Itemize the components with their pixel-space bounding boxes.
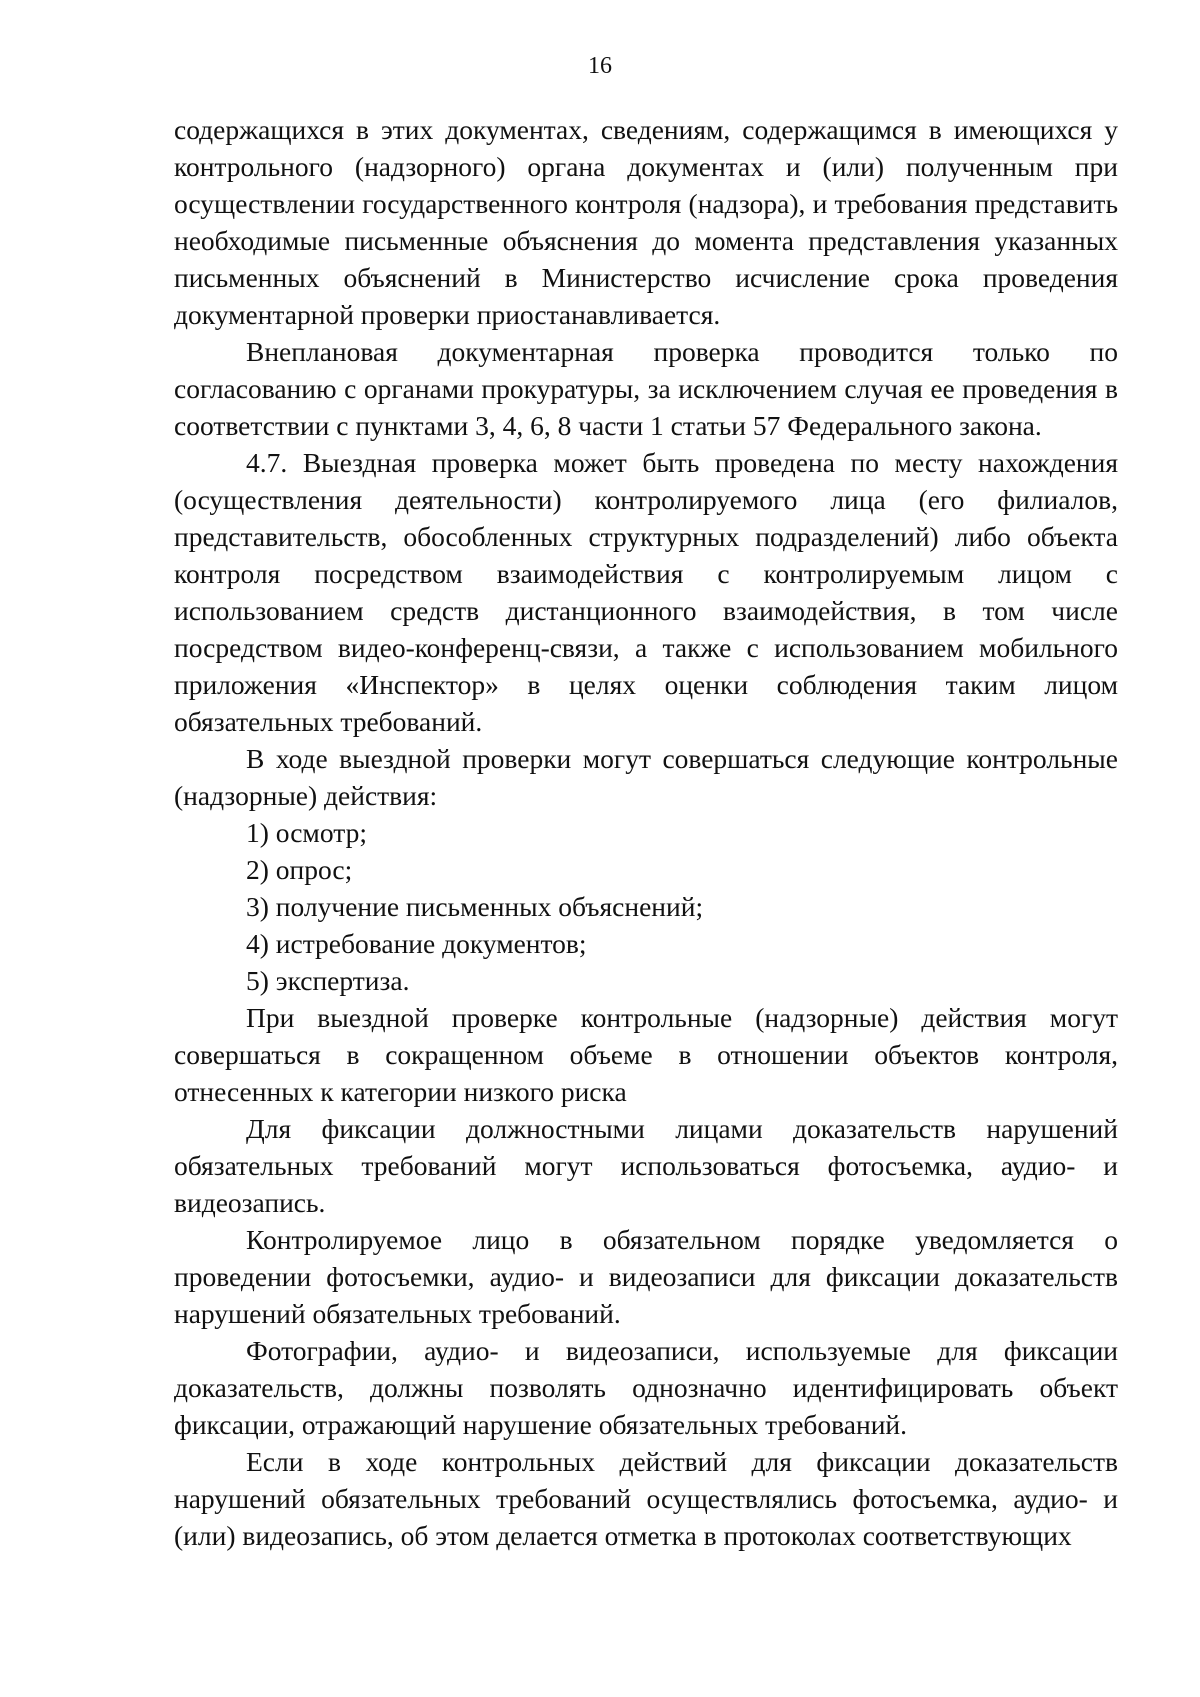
paragraph-actions-intro: В ходе выездной проверки могут совершаться следующие контрольные (надзорные) действия: bbox=[174, 743, 1118, 811]
list-item-document-request: 4) истребование документов; bbox=[246, 928, 587, 959]
paragraph-4-7-onsite-check: 4.7. Выездная проверка может быть проведена по месту нахождения (осуществления деятельности) контролируемого лица (его филиалов, представительств, обособленных структурных подразделений) либо объекта контроля посредством взаимодействия с контролируемым лицом с использованием средств дистанционного взаимодействия, в том числе посредством видео-конференц-связи, а также с использованием мобильного приложения «Инспектор» в целях оценки соблюдения таким лицом обязательных требований. bbox=[174, 447, 1118, 737]
paragraph-protocol-note: Если в ходе контрольных действий для фиксации доказательств нарушений обязательных требований осуществлялись фотосъемка, аудио- и (или) видеозапись, об этом делается отметка в протоколах соответствующих bbox=[174, 1446, 1118, 1551]
list-item-survey: 2) опрос; bbox=[246, 854, 353, 885]
paragraph-evidence-recording: Для фиксации должностными лицами доказательств нарушений обязательных требований могут использоваться фотосъемка, аудио- и видеозапись. bbox=[174, 1113, 1118, 1218]
paragraph-reduced-scope: При выездной проверке контрольные (надзорные) действия могут совершаться в сокращенном объеме в отношении объектов контроля, отнесенных к категории низкого риска bbox=[174, 1002, 1118, 1107]
paragraph-continuation: содержащихся в этих документах, сведениям, содержащимся в имеющихся у контрольного (надзорного) органа документах и (или) полученным при осуществлении государственного контроля (надзора), и требования представить необходимые письменные объяснения до момента представления указанных письменных объяснений в Министерство исчисление срока проведения документарной проверки приостанавливается. bbox=[174, 114, 1118, 330]
list-item-written-explanations: 3) получение письменных объяснений; bbox=[246, 891, 704, 922]
list-item-inspection: 1) осмотр; bbox=[246, 817, 367, 848]
paragraph-notification: Контролируемое лицо в обязательном порядке уведомляется о проведении фотосъемки, аудио- и видеозаписи для фиксации доказательств нарушений обязательных требований. bbox=[174, 1224, 1118, 1329]
paragraph-identification: Фотографии, аудио- и видеозаписи, используемые для фиксации доказательств, должны позволять однозначно идентифицировать объект фиксации, отражающий нарушение обязательных требований. bbox=[174, 1335, 1118, 1440]
paragraph-unscheduled-check: Внеплановая документарная проверка проводится только по согласованию с органами прокуратуры, за исключением случая ее проведения в соответствии с пунктами 3, 4, 6, 8 части 1 статьи 57 Федерального закона. bbox=[174, 336, 1118, 441]
document-body bbox=[174, 111, 1118, 1554]
page-number: 16 bbox=[588, 53, 612, 79]
list-item-expertise: 5) экспертиза. bbox=[246, 965, 410, 996]
